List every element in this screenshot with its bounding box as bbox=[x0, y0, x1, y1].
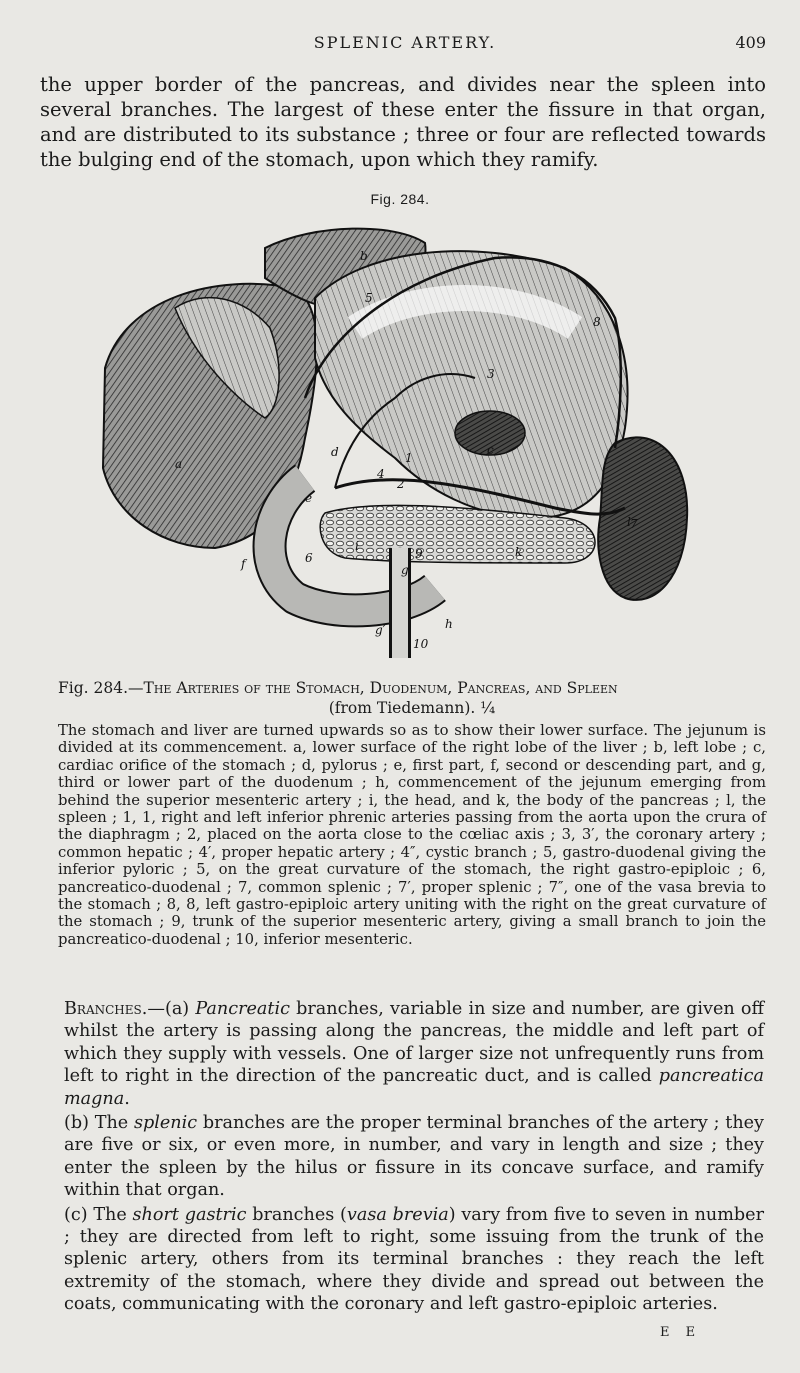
body-text bbox=[64, 998, 764, 1318]
label-6: 6 bbox=[305, 551, 313, 565]
p1-dash: —(a) bbox=[147, 999, 196, 1019]
label-1: 1 bbox=[405, 451, 413, 465]
figure-number: Fig. 284. bbox=[370, 191, 430, 207]
signature-mark: E E bbox=[660, 1325, 702, 1340]
p2-text: branches are the proper terminal branches of the artery ; they are five or six, or even more, in number, and vary in length and size ; they enter the spleen by the hilus or fissure in its concave surface, and ramify within that organ. bbox=[64, 1113, 764, 1201]
paragraph-pancreatic bbox=[64, 998, 764, 1110]
label-g: g bbox=[401, 563, 409, 577]
spleen bbox=[598, 437, 687, 600]
term-pancreatica-magna: pancreatica magna bbox=[64, 1066, 764, 1109]
page-number: 409 bbox=[735, 33, 766, 52]
label-3: 3 bbox=[487, 367, 495, 381]
label-d: d bbox=[331, 445, 339, 459]
label-10: 10 bbox=[413, 637, 429, 651]
label-b: b bbox=[360, 249, 368, 263]
label-f: f bbox=[241, 557, 246, 571]
label-k: k bbox=[515, 545, 523, 559]
intro-paragraph: the upper border of the pancreas, and divides near the spleen into several branches. The largest of these enter the fissure in that organ, and are distributed to its substance ; three or four are reflected towards the bulging end of the stomach, upon which they ramify. bbox=[40, 73, 766, 171]
paragraph-short-gastric bbox=[64, 1204, 764, 1316]
anatomical-illustration bbox=[95, 218, 695, 673]
label-c: c bbox=[487, 443, 494, 457]
term-vasa-brevia: vasa brevia bbox=[346, 1204, 449, 1225]
p1-text: branches, variable in size and number, are given off whilst the artery is passing along the pancreas, the middle and left part of which they supply with vessels. One of larger size not unfrequently runs from left to right in the direction of the pancreatic duct, and is called bbox=[64, 999, 764, 1087]
label-l: l bbox=[627, 515, 631, 529]
label-h: h bbox=[445, 617, 453, 631]
label-4: 4 bbox=[377, 467, 385, 481]
running-head bbox=[40, 33, 770, 55]
figure-legend: The stomach and liver are turned upwards so as to show their lower surface. The jejunum is divided at its commencement. a, lower surface of the right lobe of the liver ; b, left lobe ; c, cardiac orifice of the stomach ; d, pylorus ; e, first part, f, second or descending part, and g, third or lower part of the duodenum ; h, commencement of the jejunum emerging from behind the superior mesenteric artery ; i, the head, and k, the body of the pancreas ; l, the spleen ; 1, 1, right and left inferior phrenic arteries passing from the aorta upon the crura of the diaphragm ; 2, placed on the aorta close to the cœliac axis ; 3, 3′, the coronary artery ; common hepatic ; 4′, proper hepatic artery ; 4″, cystic branch ; 5, gastro-duodenal giving the inferior pyloric ; 5, on the great curvature of the stomach, the right gastro-epiploic ; 6, pancreatico-duodenal ; 7, common splenic ; 7′, proper splenic ; 7″, one of the vasa brevia to the stomach ; 8, 8, left gastro-epiploic artery uniting with the right on the great curvature of the stomach ; 9, trunk of the superior mesenteric artery, giving a small branch to join the pancreatico-duodenal ; 10, inferior mesenteric. bbox=[58, 722, 766, 948]
label-i: i bbox=[355, 539, 359, 553]
label-5: 5 bbox=[365, 291, 373, 305]
term-short-gastric: short gastric bbox=[132, 1204, 247, 1225]
label-e: e bbox=[305, 491, 313, 505]
caption-prefix: Fig. 284.— bbox=[58, 679, 144, 697]
p3-lead: (c) The bbox=[64, 1204, 133, 1225]
label-9: 9 bbox=[415, 547, 423, 561]
running-title: SPLENIC ARTERY. bbox=[313, 33, 497, 52]
term-splenic: splenic bbox=[133, 1113, 198, 1134]
label-8: 8 bbox=[593, 315, 601, 329]
label-7: 7 bbox=[630, 517, 638, 531]
label-a: a bbox=[175, 457, 183, 471]
caption-title: The Arteries of the Stomach, Duodenum, Pancreas, and Spleen bbox=[143, 679, 618, 697]
p3-mid: branches ( bbox=[246, 1204, 347, 1225]
p2-lead: (b) The bbox=[64, 1113, 134, 1134]
paragraph-splenic bbox=[64, 1112, 764, 1202]
figure-caption bbox=[58, 678, 766, 718]
caption-source: (from Tiedemann). ¼ bbox=[328, 699, 496, 717]
label-2: 2 bbox=[397, 477, 405, 491]
p3-text: ) vary from five to seven in number ; they are directed from left to right, some issuing from the trunk of the splenic artery, others from its terminal branches : they reach the left extremity of the stomach, where they divide and spread out between the coats, communicating with the coronary and left gastro-epiploic arteries. bbox=[64, 1204, 764, 1315]
label-g-prime: g′ bbox=[375, 623, 386, 637]
branches-heading: Branches. bbox=[64, 999, 148, 1019]
term-pancreatic: Pancreatic bbox=[195, 999, 290, 1019]
p1-end: . bbox=[124, 1088, 130, 1109]
